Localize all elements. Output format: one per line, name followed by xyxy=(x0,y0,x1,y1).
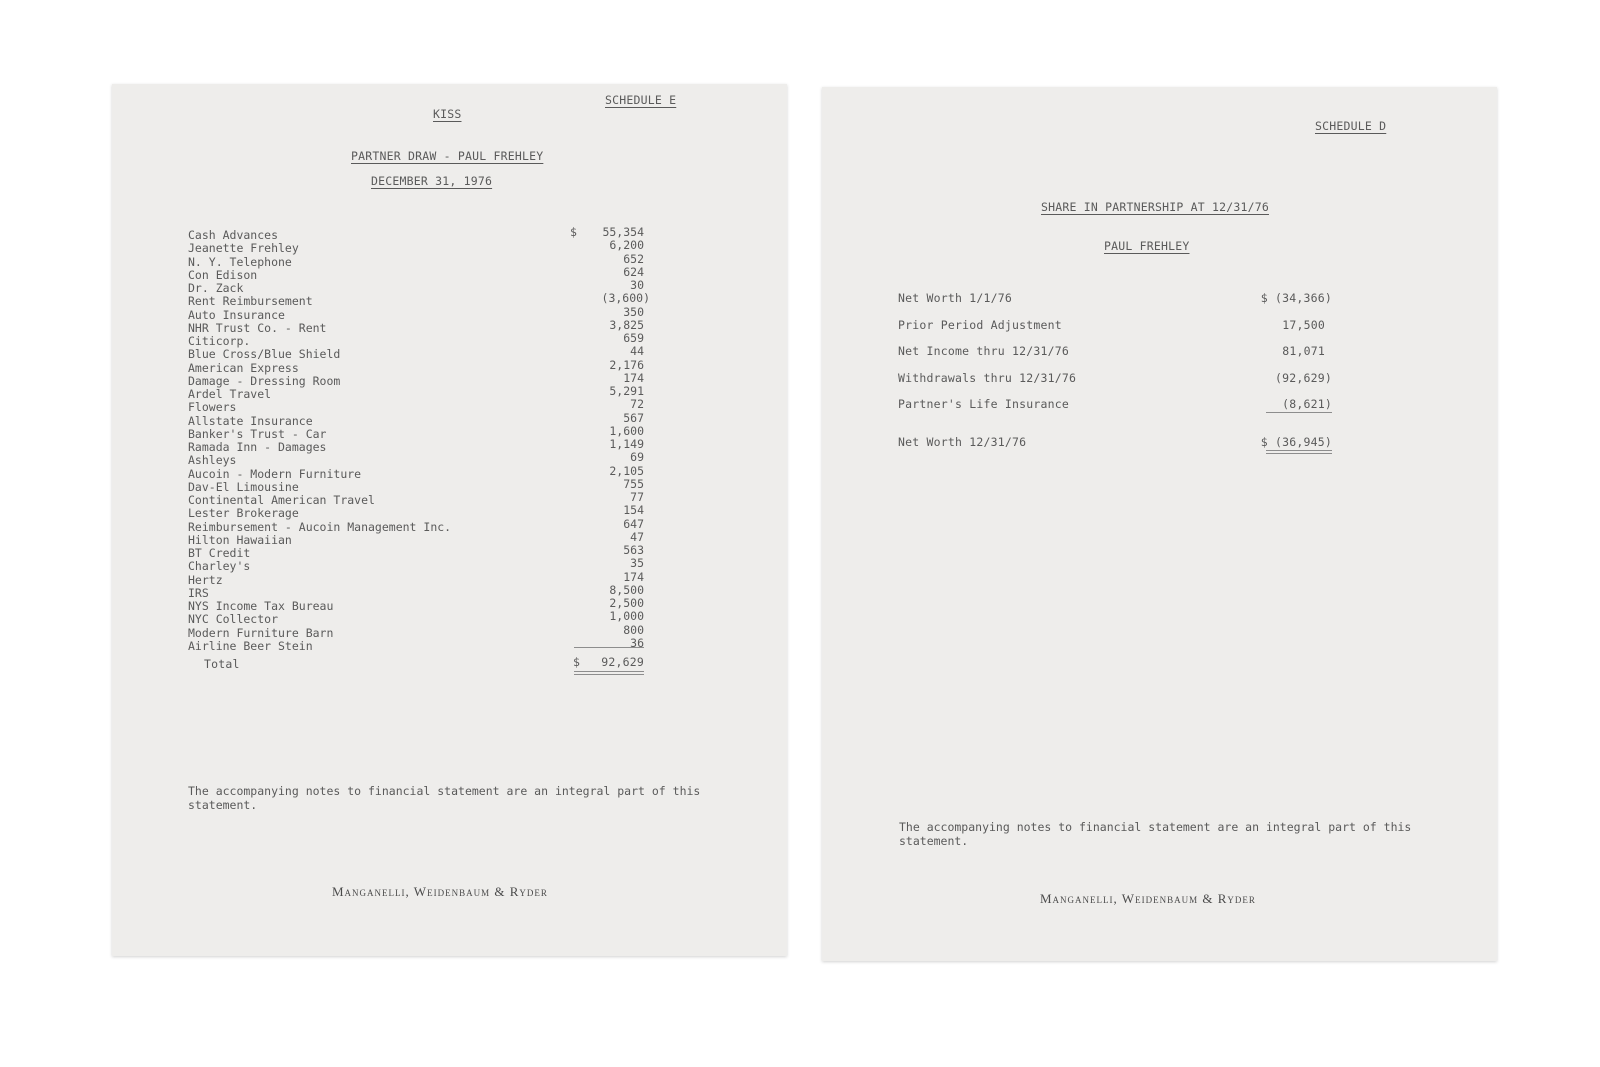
line-item-label: Hilton Hawaiian xyxy=(188,533,292,547)
line-item-label: American Express xyxy=(188,361,299,375)
schedule-label: SCHEDULE D xyxy=(1315,119,1387,133)
line-item-value: 624 xyxy=(623,265,644,279)
document-date: DECEMBER 31, 1976 xyxy=(371,174,493,188)
line-item-label: Lester Brokerage xyxy=(188,506,299,520)
line-item-value: 174 xyxy=(623,371,644,385)
line-item-label: Charley's xyxy=(188,559,251,573)
line-item-label: Reimbursement - Aucoin Management Inc. xyxy=(188,520,452,534)
schedule-d-page xyxy=(822,87,1497,961)
line-item-label: Net Worth 1/1/76 xyxy=(898,291,1012,305)
line-item-value: 154 xyxy=(623,503,644,517)
line-item-label: Dav-El Limousine xyxy=(188,480,299,494)
line-item-label: Auto Insurance xyxy=(188,308,285,322)
line-item-value: 17,500 xyxy=(1282,318,1325,332)
line-item-label: Continental American Travel xyxy=(188,493,375,507)
line-item-value: 1,000 xyxy=(609,609,644,623)
line-item-label: Cash Advances xyxy=(188,228,279,242)
line-item-value: 563 xyxy=(623,543,644,557)
line-item-label: Damage - Dressing Room xyxy=(188,374,341,388)
line-item-value: 659 xyxy=(623,331,644,345)
line-item-label: Modern Furniture Barn xyxy=(188,626,334,640)
line-item-value: 755 xyxy=(623,477,644,491)
line-item-label: Ardel Travel xyxy=(188,387,272,401)
line-item-value: 2,105 xyxy=(609,464,644,478)
line-item-value: 5,291 xyxy=(609,384,644,398)
line-item-value: 6,200 xyxy=(609,238,644,252)
line-item-value: 55,354 xyxy=(602,225,644,239)
document-title: SHARE IN PARTNERSHIP AT 12/31/76 xyxy=(1041,200,1269,214)
schedule-e-page xyxy=(112,84,787,956)
footnote: The accompanying notes to financial statement are an integral part of this statement. xyxy=(188,784,701,812)
line-item-label: Hertz xyxy=(188,573,223,587)
line-item-value: 1,600 xyxy=(609,424,644,438)
total-value: 92,629 xyxy=(601,655,644,669)
line-item-value: 35 xyxy=(630,556,644,570)
total-currency-symbol: $ xyxy=(573,655,581,669)
firm-name: Manganelli, Weidenbaum & Ryder xyxy=(332,884,548,899)
line-item-label: NYC Collector xyxy=(188,612,279,626)
line-item-value: 69 xyxy=(630,450,644,464)
line-item-value: 647 xyxy=(623,517,644,531)
line-item-value: 47 xyxy=(630,530,644,544)
line-item-value: 77 xyxy=(630,490,644,504)
line-item-label: Jeanette Frehley xyxy=(188,241,299,255)
line-item-label: N. Y. Telephone xyxy=(188,255,292,269)
line-item-label: Airline Beer Stein xyxy=(188,639,313,653)
subtotal-rule xyxy=(1266,412,1332,413)
line-item-label: BT Credit xyxy=(188,546,251,560)
currency-symbol: $ xyxy=(570,225,578,239)
line-item-label: Partner's Life Insurance xyxy=(898,397,1069,411)
line-item-value: 30 xyxy=(630,278,644,292)
subtotal-rule xyxy=(574,647,644,648)
document-title: PARTNER DRAW - PAUL FREHLEY xyxy=(351,149,544,163)
line-item-value: (92,629) xyxy=(1275,371,1332,385)
line-item-label: NYS Income Tax Bureau xyxy=(188,599,334,613)
final-label: Net Worth 12/31/76 xyxy=(898,435,1027,449)
line-item-value: 174 xyxy=(623,570,644,584)
line-item-label: Withdrawals thru 12/31/76 xyxy=(898,371,1077,385)
line-item-label: Blue Cross/Blue Shield xyxy=(188,347,341,361)
line-item-label: IRS xyxy=(188,586,209,600)
line-item-value: 81,071 xyxy=(1282,344,1325,358)
line-item-value: 36 xyxy=(630,636,644,650)
line-item-label: Con Edison xyxy=(188,268,258,282)
schedule-label: SCHEDULE E xyxy=(605,93,677,107)
line-item-value: $ (34,366) xyxy=(1260,291,1332,305)
line-item-value: 44 xyxy=(630,344,644,358)
partner-name: PAUL FREHLEY xyxy=(1104,239,1190,253)
line-item-label: Ramada Inn - Damages xyxy=(188,440,327,454)
line-item-value: 800 xyxy=(623,623,644,637)
firm-name: Manganelli, Weidenbaum & Ryder xyxy=(1040,891,1256,906)
line-item-label: Ashleys xyxy=(188,453,237,467)
total-double-rule-bottom xyxy=(574,674,644,675)
line-item-value: 2,500 xyxy=(609,596,644,610)
line-item-label: Net Income thru 12/31/76 xyxy=(898,344,1069,358)
line-item-label: Dr. Zack xyxy=(188,281,244,295)
line-item-label: NHR Trust Co. - Rent xyxy=(188,321,327,335)
line-item-value: 652 xyxy=(623,252,644,266)
final-double-rule-top xyxy=(1266,450,1332,451)
line-item-label: Allstate Insurance xyxy=(188,414,313,428)
line-item-value: 72 xyxy=(630,397,644,411)
line-item-label: Aucoin - Modern Furniture xyxy=(188,467,362,481)
line-item-value: 350 xyxy=(623,305,644,319)
line-item-value: 3,825 xyxy=(609,318,644,332)
line-item-label: Flowers xyxy=(188,400,237,414)
line-item-value: 1,149 xyxy=(609,437,644,451)
final-value: $ (36,945) xyxy=(1260,435,1332,449)
line-item-label: Citicorp. xyxy=(188,334,251,348)
final-double-rule-bottom xyxy=(1266,453,1332,454)
line-item-label: Rent Reimbursement xyxy=(188,294,313,308)
line-item-value: (3,600) xyxy=(601,291,650,305)
line-item-value: 567 xyxy=(623,411,644,425)
line-item-value: 8,500 xyxy=(609,583,644,597)
company-name: KISS xyxy=(433,107,462,121)
line-item-label: Banker's Trust - Car xyxy=(188,427,327,441)
line-item-value: (8,621) xyxy=(1282,397,1332,411)
line-item-label: Prior Period Adjustment xyxy=(898,318,1062,332)
total-double-rule-top xyxy=(574,671,644,672)
footnote: The accompanying notes to financial statement are an integral part of this statement. xyxy=(899,820,1412,848)
total-label: Total xyxy=(204,657,240,671)
line-item-value: 2,176 xyxy=(609,358,644,372)
